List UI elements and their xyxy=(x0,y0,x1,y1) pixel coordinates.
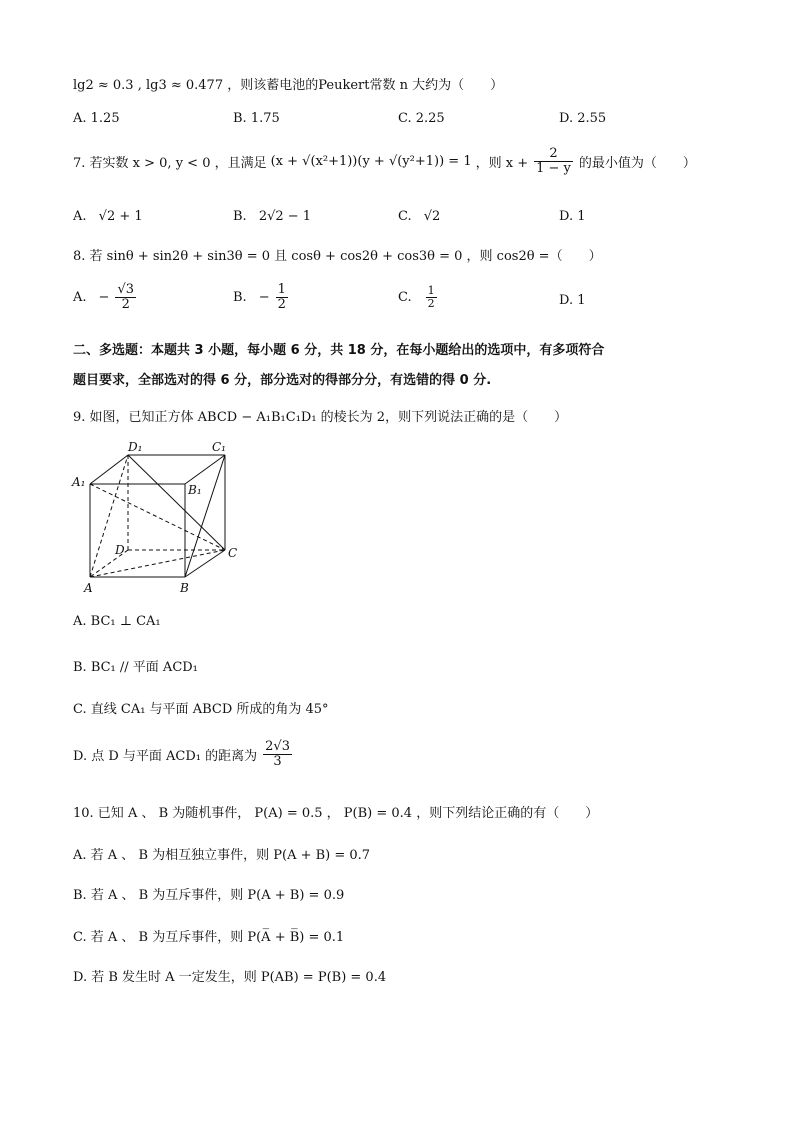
q7-stem xyxy=(73,147,696,177)
q6-option-d: D. 2.55 xyxy=(559,111,607,126)
q8-option-c-fraction xyxy=(426,285,437,310)
q9-option-b: B. BC₁ // 平面 ACD₁ xyxy=(73,660,198,675)
segment-b-c1 xyxy=(185,455,225,577)
q7-option-c-value: √2 xyxy=(423,209,441,224)
q7-fraction xyxy=(534,147,573,177)
q7-fraction-den: 1 − y xyxy=(536,161,571,177)
q7-fraction-num: 2 xyxy=(534,147,573,162)
q7-option-c xyxy=(398,209,440,224)
q8-option-b-den: 2 xyxy=(277,297,286,313)
q10-option-a: A. 若 A 、 B 为相互独立事件，则 P(A + B) = 0.7 xyxy=(73,848,371,863)
label-b: B xyxy=(180,581,189,595)
q6-option-c: C. 2.25 xyxy=(398,111,445,126)
label-a: A xyxy=(84,581,93,595)
section2-heading-line2: 题目要求，全部选对的得 6 分，部分选对的得部分分，有选错的得 0 分. xyxy=(73,373,492,388)
q9-option-d-fraction xyxy=(263,740,292,770)
section2-heading-line1: 二、多选题：本题共 3 小题，每小题 6 分，共 18 分，在每小题给出的选项中，有多项符合 xyxy=(73,343,605,358)
segment-a-d1 xyxy=(90,455,128,577)
q8-option-b-sign: − xyxy=(258,290,270,306)
q6-option-b: B. 1.75 xyxy=(233,111,280,126)
q8-option-a-den: 2 xyxy=(121,297,130,313)
q8-option-a-sign: − xyxy=(98,290,110,306)
q7-stem-part3: 的最小值为（ ） xyxy=(578,156,696,172)
q7-option-b-label: B. xyxy=(233,209,247,224)
q8-option-a-label: A. xyxy=(73,290,87,306)
q10-option-b: B. 若 A 、 B 为互斥事件，则 P(A + B) = 0.9 xyxy=(73,888,345,903)
q9-option-d xyxy=(73,740,294,770)
edge-b-c xyxy=(185,550,225,577)
q9-option-d-den: 3 xyxy=(273,754,282,770)
q6-option-a: A. 1.25 xyxy=(73,111,120,126)
q8-option-a-num: √3 xyxy=(117,282,134,297)
label-d1: D₁ xyxy=(128,440,143,454)
q7-option-a xyxy=(73,209,143,224)
q7-option-c-label: C. xyxy=(398,209,412,224)
q8-option-c xyxy=(398,285,439,310)
q9-option-d-text: D. 点 D 与平面 ACD₁ 的距离为 xyxy=(73,749,258,765)
q10-option-c: C. 若 A 、 B 为互斥事件，则 P(A̅ + B̅) = 0.1 xyxy=(73,930,345,945)
q9-stem: 9. 如图，已知正方体 ABCD − A₁B₁C₁D₁ 的棱长为 2，则下列说法正确的是（ ） xyxy=(73,410,568,425)
q8-option-b-fraction xyxy=(276,283,288,313)
label-a1: A₁ xyxy=(72,475,86,489)
q8-option-c-den: 2 xyxy=(427,297,435,311)
label-c: C xyxy=(228,546,238,560)
q8-stem: 8. 若 sinθ + sin2θ + sin3θ = 0 且 cosθ + cos2θ + cos3θ = 0 ，则 cos2θ =（ ） xyxy=(73,249,602,264)
label-c1: C₁ xyxy=(212,440,226,454)
q10-stem: 10. 已知 A 、 B 为随机事件， P(A) = 0.5 ， P(B) = 0.4 ，则下列结论正确的有（ ） xyxy=(73,806,599,821)
q8-option-c-label: C. xyxy=(398,290,412,306)
q7-option-b xyxy=(233,209,311,224)
segment-d1-c xyxy=(128,455,225,550)
edge-b1-c1 xyxy=(185,455,225,484)
q8-option-b-num: 1 xyxy=(277,282,286,297)
q7-stem-part2: ，则 x + xyxy=(475,156,529,172)
q7-option-a-label: A. xyxy=(73,209,87,224)
q7-option-b-value: 2√2 − 1 xyxy=(258,209,312,224)
label-d: D xyxy=(115,543,125,557)
q7-option-d: D. 1 xyxy=(559,209,586,224)
q8-option-b xyxy=(233,283,290,313)
q6-stem-tail: lg2 ≈ 0.3 , lg3 ≈ 0.477 ，则该蓄电池的Peukert常数 n 大约为（ ） xyxy=(73,78,504,93)
q8-option-d: D. 1 xyxy=(559,293,586,308)
q9-option-a: A. BC₁ ⊥ CA₁ xyxy=(73,614,161,629)
q8-option-a-fraction xyxy=(115,283,136,313)
q8-option-a xyxy=(73,283,138,313)
q9-option-c: C. 直线 CA₁ 与平面 ABCD 所成的角为 45° xyxy=(73,702,329,717)
cube-figure xyxy=(70,437,250,597)
q7-stem-part1: 7. 若实数 x > 0, y < 0 ，且满足 xyxy=(73,156,267,172)
q9-option-d-num: 2√3 xyxy=(265,739,290,754)
label-b1: B₁ xyxy=(188,483,202,497)
q7-equation: (x + √(x²+1))(y + √(y²+1)) = 1 xyxy=(270,154,472,170)
edge-d1-a1 xyxy=(90,455,128,484)
q10-option-d: D. 若 B 发生时 A 一定发生，则 P(AB) = P(B) = 0.4 xyxy=(73,970,387,985)
q8-option-c-num: 1 xyxy=(427,284,435,297)
q8-option-b-label: B. xyxy=(233,290,247,306)
q7-option-a-value: √2 + 1 xyxy=(98,209,143,224)
